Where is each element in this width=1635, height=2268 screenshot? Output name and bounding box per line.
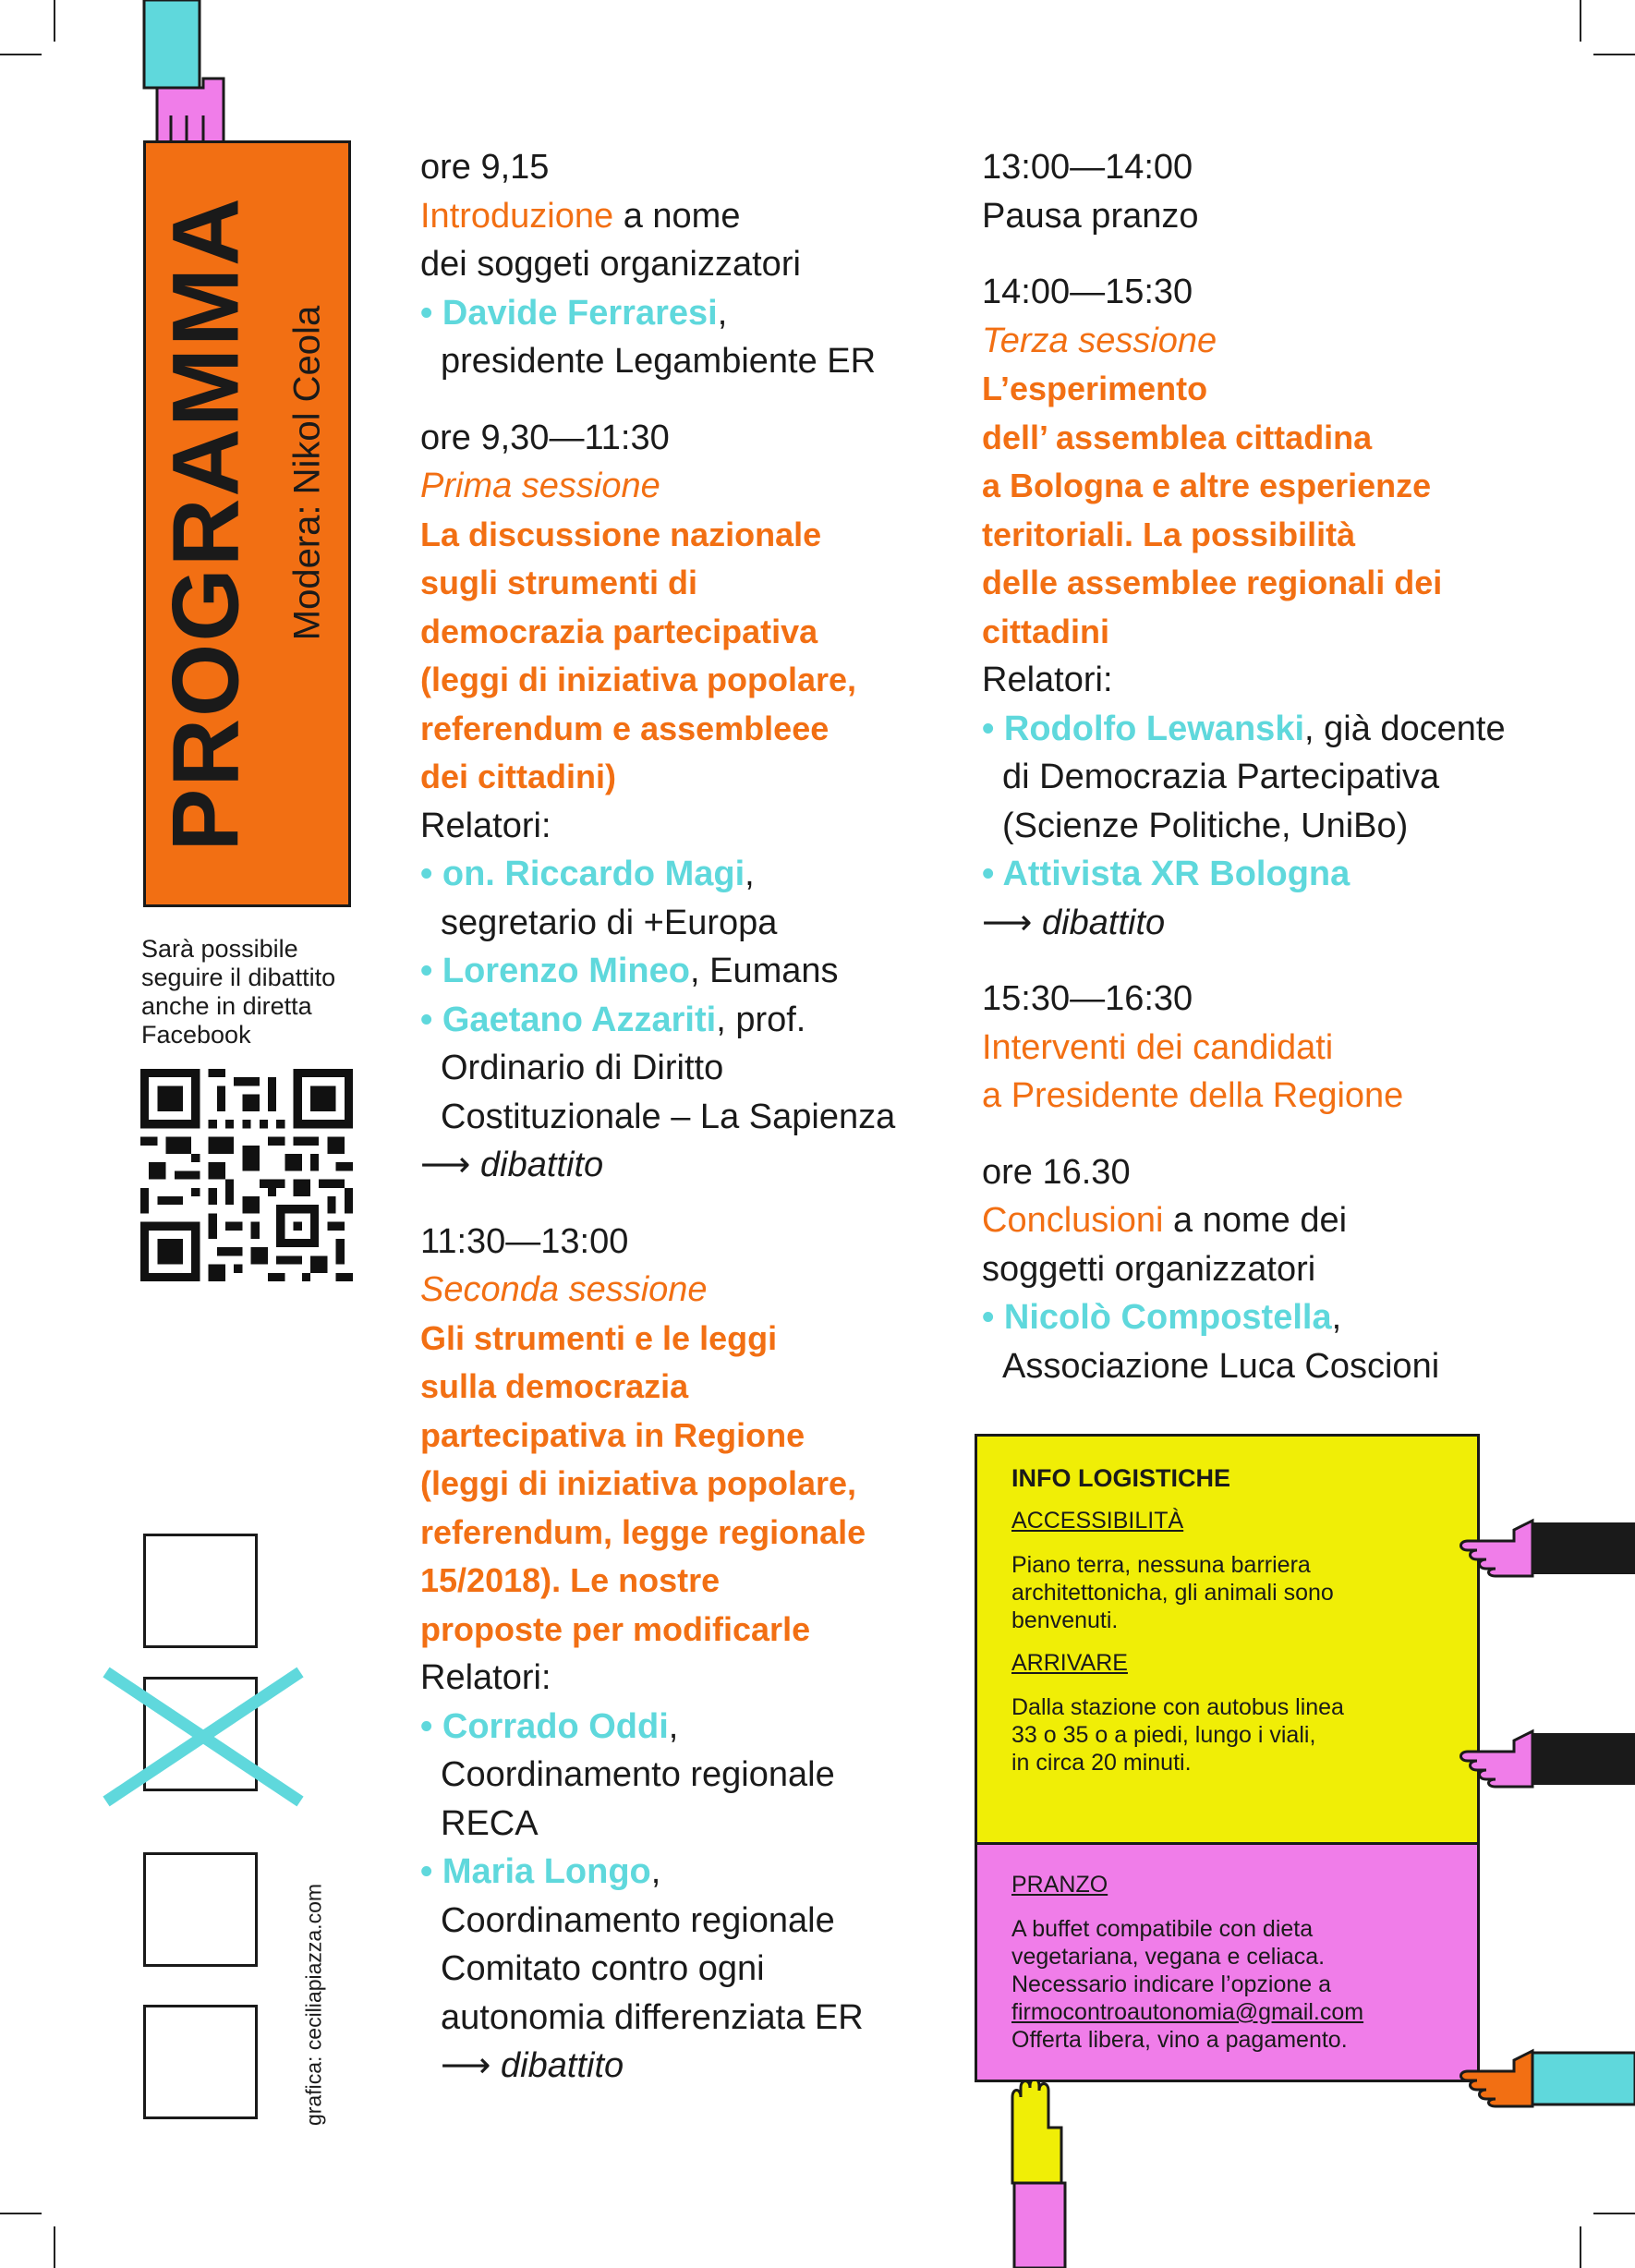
- info-heading: INFO LOGISTICHE: [1011, 1464, 1231, 1492]
- speaker-name: Attivista XR Bologna: [1002, 855, 1350, 893]
- qr-code[interactable]: [140, 1069, 353, 1281]
- bullet: •: [420, 1000, 442, 1039]
- time-label: 15:30—16:30: [982, 979, 1193, 1018]
- session-title-line: sulla democrazia: [420, 1367, 689, 1405]
- info-line: Piano terra, nessuna barriera: [1011, 1552, 1311, 1578]
- session-title-line: sugli strumenti di: [420, 564, 698, 601]
- ballot-checkbox: [143, 2005, 258, 2119]
- schedule-left-column: [420, 143, 938, 2118]
- separator: ,: [717, 293, 728, 333]
- speaker-name: Gaetano Azzariti: [442, 1000, 717, 1039]
- arrow-icon: ⟶: [441, 2046, 491, 2085]
- first-session-block: [420, 414, 938, 1190]
- intro-highlight: Introduzione: [420, 196, 614, 236]
- session-title-line: partecipativa in Regione: [420, 1415, 805, 1454]
- speaker-role: Coordinamento regionale: [441, 1900, 835, 1940]
- info-line: benvenuti.: [1011, 1607, 1119, 1633]
- speaker-role: Coordinamento regionale: [441, 1755, 835, 1794]
- speaker-role: presidente Legambiente ER: [441, 342, 877, 381]
- speaker-name: Davide Ferraresi: [442, 293, 718, 333]
- debate-label: dibattito: [1042, 903, 1166, 942]
- session-label: Terza sessione: [982, 321, 1217, 360]
- hand-pink-icon: [1436, 1515, 1635, 1582]
- speaker-role: Comitato contro ogni: [441, 1949, 765, 1988]
- candidates-line: a Presidente della Regione: [982, 1076, 1404, 1115]
- session-title-line: 15/2018). Le nostre: [420, 1561, 721, 1599]
- intro-block: [420, 143, 938, 386]
- speakers-label: Relatori:: [420, 806, 551, 845]
- speaker-role: RECA: [441, 1803, 539, 1843]
- session-title-line: La discussione nazionale: [420, 515, 822, 553]
- speakers-label: Relatori:: [420, 1658, 551, 1697]
- bullet: •: [420, 1706, 442, 1746]
- live-note-line: Sarà possibile: [141, 935, 298, 963]
- speaker-name: on. Riccardo Magi: [442, 855, 745, 893]
- debate-label: dibattito: [501, 2046, 624, 2085]
- session-title-line: dei cittadini): [420, 758, 617, 795]
- info-panel-pink: [975, 1842, 1480, 2082]
- time-label: 13:00—14:00: [982, 148, 1193, 187]
- live-note-line: anche in diretta: [141, 992, 312, 1020]
- session-title-line: delle assemblee regionali dei: [982, 564, 1443, 601]
- accessibility-label: ACCESSIBILITÀ: [1011, 1508, 1184, 1534]
- lunch-break-block: [982, 143, 1573, 240]
- bullet: •: [982, 709, 1004, 748]
- conclusions-highlight: Conclusioni: [982, 1201, 1164, 1240]
- speaker-affiliation: , già docente: [1304, 709, 1506, 748]
- crop-mark: [1580, 2226, 1581, 2268]
- session-title-line: dell’ assemblea cittadina: [982, 418, 1373, 456]
- time-label: 11:30—13:00: [420, 1221, 629, 1261]
- conclusions-block: [982, 1148, 1573, 1391]
- ballot-checkbox: [143, 1534, 258, 1648]
- session-title-line: cittadini: [982, 612, 1110, 650]
- info-panel-yellow: [975, 1434, 1480, 1845]
- session-title-line: a Bologna e altre esperienze: [982, 467, 1432, 504]
- candidates-block: [982, 975, 1573, 1121]
- session-title-line: Gli strumenti e le leggi: [420, 1318, 778, 1357]
- arrow-icon: ⟶: [420, 1146, 471, 1184]
- bullet: •: [420, 1852, 442, 1891]
- speaker-role: autonomia differenziata ER: [441, 1997, 864, 2037]
- design-credit: grafica: ceciliapiazza.com: [301, 1883, 326, 2127]
- intro-rest: a nome: [613, 196, 741, 236]
- cross-mark-icon: [97, 1663, 309, 1811]
- hand-pink-icon: [1436, 1726, 1635, 1792]
- conclusions-rest: a nome dei: [1163, 1201, 1348, 1240]
- speaker-name: Corrado Oddi: [442, 1706, 669, 1746]
- arrow-icon: ⟶: [982, 903, 1033, 942]
- info-line: vegetariana, vegana e celiaca.: [1011, 1944, 1326, 1970]
- crop-mark: [54, 2226, 55, 2268]
- session-title-line: teritoriali. La possibilità: [982, 515, 1356, 553]
- session-title-line: (leggi di iniziativa popolare,: [420, 661, 857, 698]
- session-title-line: (leggi di iniziativa popolare,: [420, 1464, 857, 1502]
- third-session-block: [982, 268, 1573, 947]
- speaker-role: Costituzionale – La Sapienza: [441, 1097, 896, 1136]
- info-line: A buffet compatibile con dieta: [1011, 1916, 1314, 1942]
- bullet: •: [982, 855, 1003, 893]
- time-label: ore 16.30: [982, 1152, 1131, 1192]
- session-title-line: referendum, legge regionale: [420, 1512, 866, 1551]
- info-line: Dalla stazione con autobus linea: [1011, 1694, 1344, 1720]
- hand-yellow-icon: [1007, 2081, 1081, 2268]
- speaker-role: (Scienze Politiche, UniBo): [1002, 806, 1409, 845]
- bullet: •: [420, 293, 442, 333]
- crop-mark: [0, 2213, 42, 2214]
- second-session-block: [420, 1218, 938, 2091]
- hand-holding-banner-icon: [139, 0, 240, 148]
- crop-mark: [1593, 2213, 1635, 2214]
- speaker-role: segretario di +Europa: [441, 903, 778, 942]
- info-line: Offerta libera, vino a pagamento.: [1011, 2027, 1348, 2053]
- live-note-line: Facebook: [141, 1021, 251, 1049]
- session-title-line: democrazia partecipativa: [420, 612, 818, 650]
- session-label: Prima sessione: [420, 467, 660, 505]
- time-label: ore 9,15: [420, 148, 550, 187]
- crop-mark: [0, 54, 42, 55]
- ballot-checkbox: [143, 1852, 258, 1967]
- speaker-name: Nicolò Compostella: [1003, 1298, 1332, 1337]
- separator: ,: [668, 1706, 679, 1746]
- info-line: architettonicha, gli animali sono: [1011, 1580, 1334, 1606]
- email-link[interactable]: firmocontroautonomia@gmail.com: [1011, 1999, 1364, 2025]
- time-label: ore 9,30—11:30: [420, 418, 670, 457]
- speaker-role: Associazione Luca Coscioni: [1002, 1346, 1440, 1386]
- crop-mark: [54, 0, 55, 42]
- speaker-name: Rodolfo Lewanski: [1003, 709, 1305, 748]
- bullet: •: [420, 855, 442, 893]
- time-label: 14:00—15:30: [982, 273, 1193, 311]
- live-stream-note: [141, 935, 382, 1049]
- break-label: Pausa pranzo: [982, 196, 1199, 236]
- speakers-label: Relatori:: [982, 661, 1113, 699]
- hand-orange-icon: [1436, 2045, 1635, 2112]
- separator: ,: [650, 1852, 661, 1891]
- speaker-affiliation: , Eumans: [689, 952, 839, 990]
- info-line: 33 o 35 o a piedi, lungo i viali,: [1011, 1722, 1316, 1748]
- speaker-role: di Democrazia Partecipativa: [1002, 758, 1440, 796]
- programma-banner: [143, 140, 351, 907]
- crop-mark: [1580, 0, 1581, 42]
- speaker-name: Maria Longo: [442, 1852, 651, 1891]
- info-line: in circa 20 minuti.: [1011, 1750, 1192, 1776]
- arrive-label: ARRIVARE: [1011, 1650, 1128, 1676]
- debate-label: dibattito: [480, 1146, 604, 1184]
- lunch-label: PRANZO: [1011, 1872, 1108, 1898]
- crop-mark: [1593, 54, 1635, 55]
- bullet: •: [982, 1298, 1004, 1337]
- speaker-name: Lorenzo Mineo: [442, 952, 690, 990]
- intro-line: dei soggeti organizzatori: [420, 245, 801, 284]
- banner-title: PROGRAMMA: [152, 196, 258, 852]
- speaker-affiliation: , prof.: [716, 1000, 806, 1039]
- info-line: Necessario indicare l’opzione a: [1011, 1971, 1332, 1997]
- session-label: Seconda sessione: [420, 1270, 708, 1309]
- bullet: •: [420, 952, 442, 990]
- separator: ,: [1331, 1298, 1342, 1337]
- conclusions-line: soggetti organizzatori: [982, 1249, 1316, 1289]
- session-title-line: L’esperimento: [982, 370, 1208, 407]
- session-title-line: referendum e assembleee: [420, 709, 830, 747]
- session-title-line: proposte per modificarle: [420, 1609, 811, 1648]
- candidates-line: Interventi dei candidati: [982, 1027, 1334, 1067]
- schedule-right-column: [982, 143, 1573, 1418]
- moderator-label: Modera: Nikol Ceola: [286, 305, 327, 641]
- separator: ,: [745, 855, 755, 893]
- speaker-role: Ordinario di Diritto: [441, 1049, 724, 1087]
- live-note-line: seguire il dibattito: [141, 964, 336, 991]
